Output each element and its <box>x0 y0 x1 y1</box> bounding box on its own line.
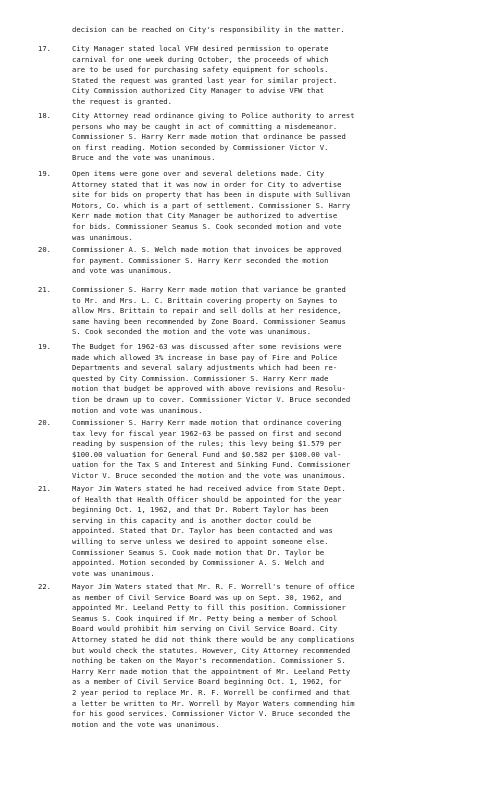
minutes-item <box>38 44 478 108</box>
minutes-item <box>38 285 478 338</box>
minutes-item <box>38 169 478 243</box>
item-number: 18. <box>38 111 51 120</box>
minutes-item <box>38 484 478 579</box>
item-text: Mayor Jim Waters stated he had received advice from State Dept. of Health that Health Officer should be appointed for the year beginning Oct. 1, 1962, and that Dr. Robert Taylor has been serving in this capacity and is another doctor could be appointed. Stated that Dr. Taylor has been contacted and was willing to serve unless we desired to appoint someone else. Commissioner Seamus S. Cook made motion that Dr. Taylor be appointed. Motion seconded by Commissioner A. S. Welch and vote was unanimous. <box>72 484 346 578</box>
carryover-line: decision can be reached on City's responsibility in the matter. <box>72 25 345 34</box>
minutes-item <box>38 582 478 730</box>
minutes-item <box>38 418 478 482</box>
item-number: 19. <box>38 342 51 351</box>
item-text: Commissioner A. S. Welch made motion that invoices be approved for payment. Commissioner S. Harry Kerr seconded the motion and vote was unanimous. <box>72 245 342 276</box>
item-text: Commissioner S. Harry Kerr made motion that ordinance covering tax levy for fiscal year 1962-63 be passed on first and second reading by suspension of the rules; this levy being $1.579 per $100.00 valuation for General Fund and $0.582 per $100.00 val- uation for the Tax S and Interest and Sinking Fund. Commissioner Victor V. Bruce seconded the motion and the vote was unanimous. <box>72 418 351 480</box>
item-text: The Budget for 1962-63 was discussed after some revisions were made which allowed 3% increase in base pay of Fire and Police Departments and several salary adjustments which had been re- quested by City Commission. Commissioner S. Harry Kerr made motion that budget be approved with above revisions and Resolu- tion be drawn up to cover. Commissioner Victor V. Bruce seconded motion and vote was unanimous. <box>72 342 351 415</box>
minutes-item <box>38 245 478 277</box>
item-number: 20. <box>38 245 51 254</box>
item-text: Open items were gone over and several deletions made. City Attorney stated that it was now in order for City to advertise site for bids on property that has been in dispute with Sullivan Motors, Co. which is a part of settlement. Commissioner S. Harry Kerr made motion that City Manager be authorized to advertise for bids. Commissioner Seamus S. Cook seconded motion and vote was unanimous. <box>72 169 351 242</box>
item-number: 20. <box>38 418 51 427</box>
minutes-item <box>38 111 478 164</box>
minutes-item <box>38 342 478 416</box>
item-text: Mayor Jim Waters stated that Mr. R. F. Worrell's tenure of office as member of Civil Service Board was up on Sept. 30, 1962, and appointed Mr. Leeland Petty to fill this position. Commissioner Seamus S. Cook inquired if Mr. Petty being a member of School Board would prohibit him serving on Civil Service Board. City Attorney stated he did not think there would be any complications but would check the statutes. However, City Attorney recommended nothing be taken on the Mayor's recommendation. Commissioner S. Harry Kerr made motion that the appointment of Mr. Leeland Petty as a member of Civil Service Board beginning Oct. 1, 1962, for 2 year period to replace Mr. R. F. Worrell be confirmed and that a letter be written to Mr. Worrell by Mayor Waters commending him for his good services. Commissioner Victor V. Bruce seconded the motion and the vote was unanimous. <box>72 582 355 729</box>
item-text: City Manager stated local VFW desired permission to operate carnival for one week during October, the proceeds of which are to be used for purchasing safety equipment for schools. Stated the request was granted last year for similar project. City Commission authorized City Manager to advise VFW that the request is granted. <box>72 44 338 106</box>
item-text: Commissioner S. Harry Kerr made motion that variance be granted to Mr. and Mrs. L. C. Brittain covering property on Saynes to allow Mrs. Brittain to repair and sell dolls at her residence, same having been recommended by Zone Board. Commissioner Seamus S. Cook seconded the motion and the vote was unanimous. <box>72 285 346 337</box>
item-number: 17. <box>38 44 51 53</box>
item-number: 22. <box>38 582 51 591</box>
item-number: 21. <box>38 484 51 493</box>
item-number: 19. <box>38 169 51 178</box>
item-number: 21. <box>38 285 51 294</box>
item-text: City Attorney read ordinance giving to Police authority to arrest persons who may be caught in act of committing a misdemeanor. Commissioner S. Harry Kerr made motion that ordinance be passed on first reading. Motion seconded by Commissioner Victor V. Bruce and the vote was unanimous. <box>72 111 355 163</box>
